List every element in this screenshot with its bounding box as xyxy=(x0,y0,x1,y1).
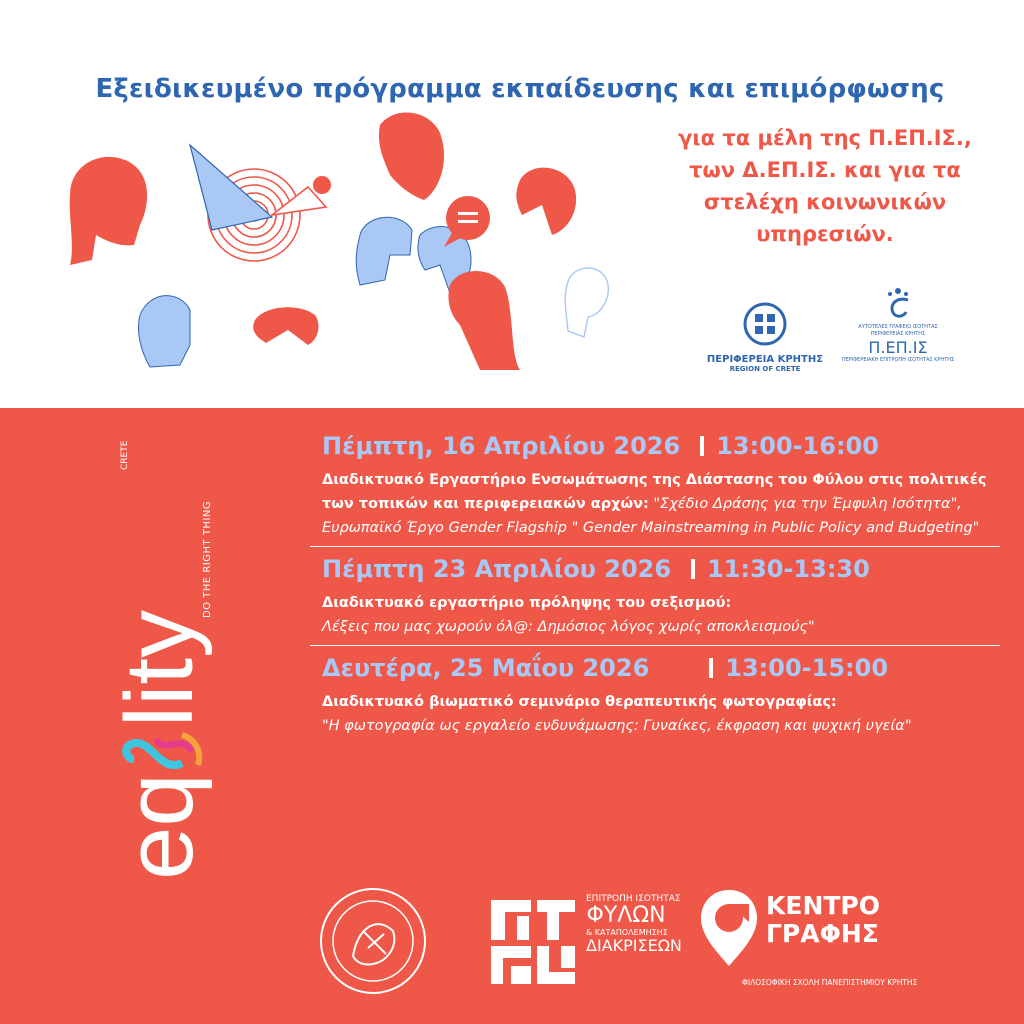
event-time: 13:00-16:00 xyxy=(716,432,879,460)
subtitle-line: υπηρεσιών. xyxy=(756,222,894,246)
head-red-top xyxy=(379,113,444,200)
head-outline-right xyxy=(565,268,608,337)
pepis-tag2: ΠΕΡΙΦΕΡΕΙΑΣ ΚΡΗΤΗΣ xyxy=(870,331,926,337)
chat-bubble-icon xyxy=(444,196,490,247)
event-header xyxy=(322,654,992,682)
event-time: 11:30-13:30 xyxy=(707,555,870,583)
page-title: Εξειδικευμένο πρόγραμμα εκπαίδευσης και επιμόρφωσης xyxy=(95,74,945,104)
event-description: "Η φωτογραφία ως εργαλείο ενδυνάμωσης: Γυναίκες, έκφραση και ψυχική υγεία" xyxy=(322,718,912,734)
divider xyxy=(310,645,1000,646)
region-crete-logo xyxy=(700,300,830,390)
head-red-woman xyxy=(448,271,520,370)
kentro-subtitle: ΦΙΛΟΣΟΦΙΚΗ ΣΧΟΛΗ ΠΑΝΕΠΙΣΤΗΜΙΟΥ ΚΡΗΤΗΣ xyxy=(742,978,918,987)
kentro-line-1: ΚΕΝΤΡΟ xyxy=(766,891,881,920)
head-red-left xyxy=(70,157,147,265)
event-date: Δευτέρα, 25 Μαΐου 2026 xyxy=(322,654,650,682)
event-item xyxy=(322,654,992,738)
brand-region: CRETE xyxy=(120,440,130,470)
audience-subtitle xyxy=(660,122,990,250)
committee-line-d: ΔΙΑΚΡΙΣΕΩΝ xyxy=(586,936,682,955)
pepis-logo xyxy=(838,286,958,386)
subtitle-line: στελέχη κοινωνικών xyxy=(703,190,947,214)
equality-brand xyxy=(106,430,213,880)
separator-bar xyxy=(700,436,704,456)
word-start: eq xyxy=(106,773,213,880)
pepis-figure-icon xyxy=(878,286,918,320)
events-list xyxy=(322,432,992,738)
separator-bar xyxy=(709,658,713,678)
event-time: 13:00-15:00 xyxy=(725,654,889,682)
pepis-sub: ΠΕΡΙΦΕΡΕΙΑΚΗ ΕΠΙΤΡΟΠΗ ΙΣΟΤΗΤΑΣ ΚΡΗΤΗΣ xyxy=(841,357,955,363)
word-end: lity xyxy=(106,609,213,728)
event-item xyxy=(322,432,992,540)
committee-line-c: & ΚΑΤΑΠΟΛΕΜΗΣΗΣ xyxy=(586,928,668,937)
equality-wordmark xyxy=(106,430,213,880)
head-red-right xyxy=(516,168,576,235)
event-date: Πέμπτη, 16 Απριλίου 2026 xyxy=(322,432,681,460)
event-description: Λέξεις που μας χωρούν όλ@: Δημόσιος λόγος χωρίς αποκλεισμούς" xyxy=(322,619,815,635)
head-blue-left xyxy=(138,296,190,367)
kentro-line-2: ΓΡΑΦΗΣ xyxy=(766,919,879,948)
event-header xyxy=(322,432,992,460)
event-title: Διαδικτυακό βιωματικό σεμινάριο θεραπευτικής φωτογραφίας: xyxy=(322,694,837,710)
kentro-pin-icon xyxy=(697,886,761,970)
separator-bar xyxy=(691,559,695,579)
university-seal-icon xyxy=(318,886,428,996)
crete-name: ΠΕΡΙΦΕΡΕΙΑ ΚΡΗΤΗΣ xyxy=(706,354,824,365)
kentro-name xyxy=(766,892,880,948)
subtitle-line: των Δ.ΕΠ.ΙΣ. και για τα xyxy=(689,158,961,182)
head-red-bottom xyxy=(253,307,318,345)
equality-committee-icon xyxy=(487,896,579,988)
gear-icon xyxy=(313,176,331,194)
divider xyxy=(310,546,1000,547)
committee-text xyxy=(586,894,682,955)
event-item xyxy=(322,555,992,639)
event-title-italic: "Σχέδιο Δράσης για την Έμφυλη Ισότητα", Ευρωπαϊκό Έργο Gender Flagship " Gender Mainstreaming in Public Policy and Budgeting" xyxy=(322,496,980,536)
head-blue-center xyxy=(356,217,412,285)
event-title-text: Διαδικτυακό Εργαστήριο Ενσωμάτωσης της Διάστασης του Φύλου στις πολιτικές των τοπικών και περιφερειακών αρχών: xyxy=(322,472,987,512)
event-header xyxy=(322,555,992,583)
people-illustration xyxy=(40,105,640,405)
brand-tagline: DO THE RIGHT THING xyxy=(202,500,213,618)
pepis-name: Π.ΕΠ.ΙΣ xyxy=(868,338,928,357)
committee-line-b: ΦΥΛΩΝ xyxy=(586,903,666,928)
equality-swirl-icon xyxy=(112,727,208,773)
committee-line-a: ΕΠΙΤΡΟΠΗ ΙΣΟΤΗΤΑΣ xyxy=(586,894,681,904)
event-title: Διαδικτυακό εργαστήριο πρόληψης του σεξισμού: xyxy=(322,595,732,611)
event-title xyxy=(322,468,992,540)
crete-sub: REGION OF CRETE xyxy=(729,365,801,373)
event-date: Πέμπτη 23 Απριλίου 2026 xyxy=(322,555,672,583)
top-section xyxy=(0,0,1024,408)
triangle-shape xyxy=(190,145,272,230)
pepis-tag1: ΑΥΤΟΤΕΛΕΣ ΓΡΑΦΕΙΟ ΙΣΟΤΗΤΑΣ xyxy=(858,324,938,330)
crete-emblem-icon xyxy=(737,300,793,348)
subtitle-line: για τα μέλη της Π.ΕΠ.ΙΣ., xyxy=(678,126,972,150)
